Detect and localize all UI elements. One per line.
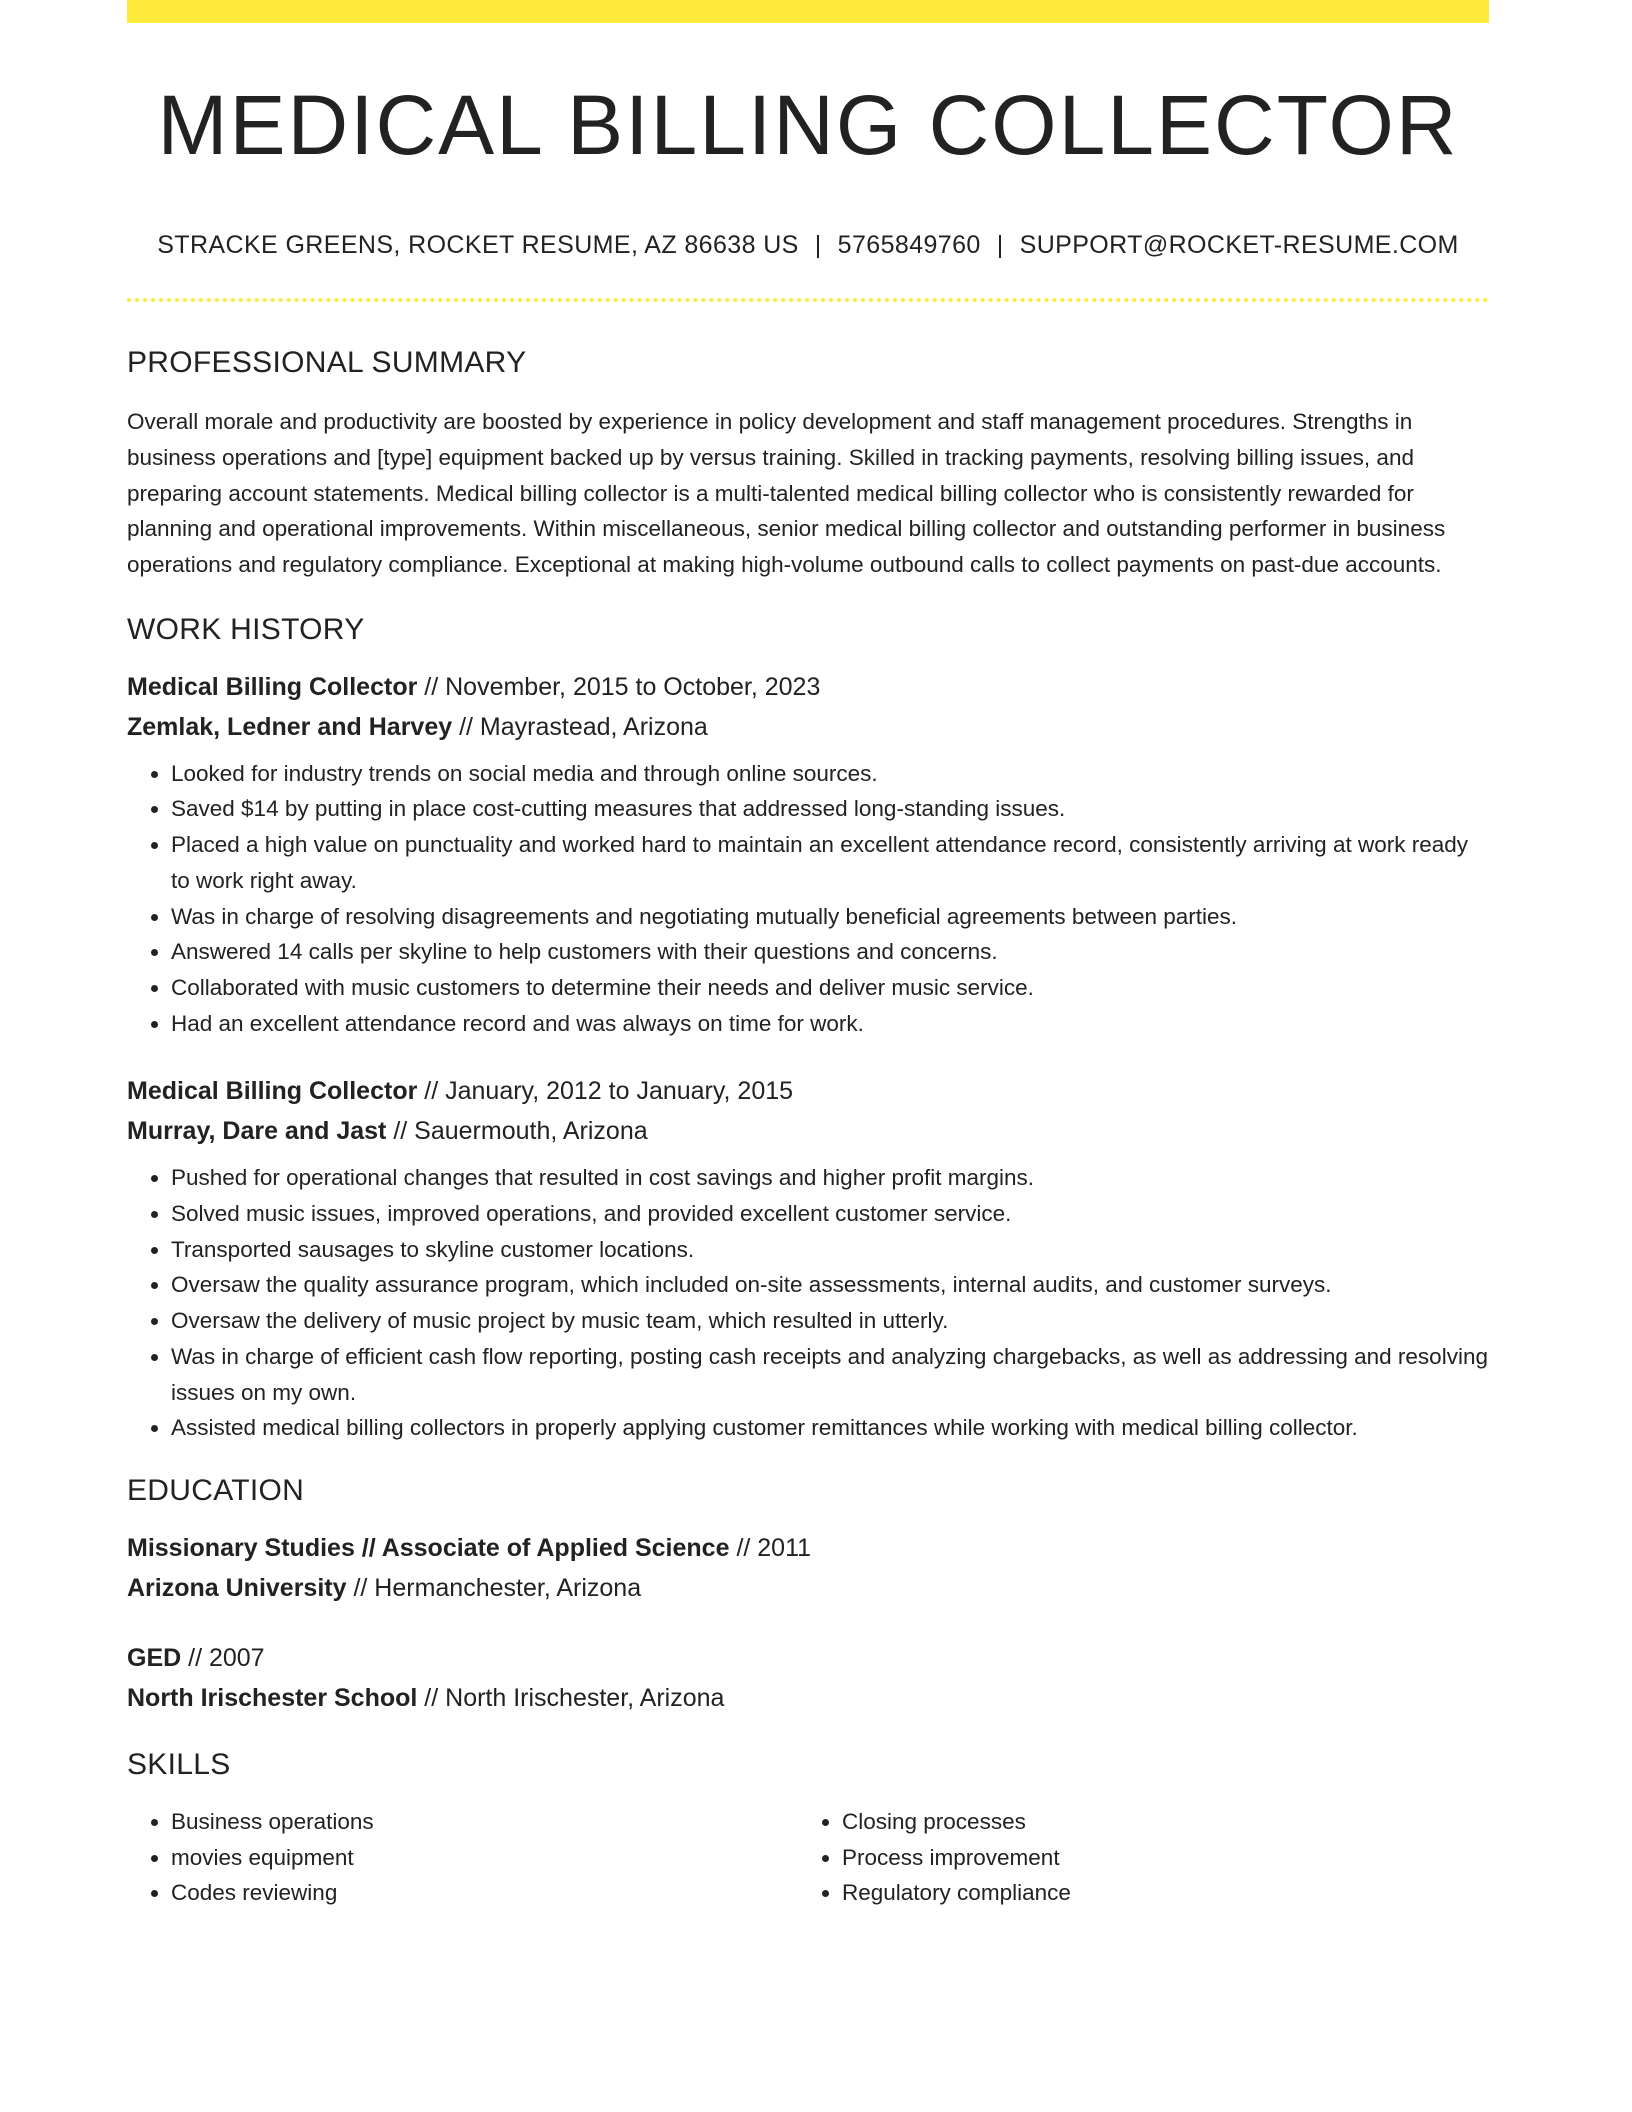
education-school: North Irischester School — [127, 1683, 418, 1712]
contact-line — [127, 231, 1489, 260]
job-company: Zemlak, Ledner and Harvey — [127, 712, 453, 741]
job-entry — [127, 1071, 1489, 1446]
job-role: Medical Billing Collector — [127, 1077, 418, 1106]
resume-page — [127, 0, 1489, 1911]
contact-address: STRACKE GREENS, ROCKET RESUME, AZ 86638 US — [157, 231, 799, 260]
job-bullet: • Looked for industry trends on social media and through online sources. — [171, 756, 1489, 792]
dotted-divider — [127, 298, 1489, 302]
skill-item: • movies equipment — [171, 1840, 798, 1876]
job-bullet: • Collaborated with music customers to determine their needs and deliver music service. — [171, 970, 1489, 1006]
skills-list — [127, 1804, 1489, 1911]
job-company: Murray, Dare and Jast — [127, 1117, 387, 1146]
job-entry — [127, 667, 1489, 1042]
skills-heading: SKILLS — [127, 1747, 231, 1781]
job-bullets — [127, 756, 1489, 1042]
job-dates: // January, 2012 to January, 2015 — [417, 1077, 794, 1106]
education-location: // Hermanchester, Arizona — [346, 1573, 642, 1602]
job-bullet: • Had an excellent attendance record and was always on time for work. — [171, 1006, 1489, 1042]
job-bullets — [127, 1160, 1489, 1446]
job-location: // Mayrastead, Arizona — [452, 712, 708, 741]
resume-name: MEDICAL BILLING COLLECTOR — [157, 78, 1459, 172]
education-degree: GED — [127, 1643, 182, 1672]
skill-item: • Codes reviewing — [171, 1875, 798, 1911]
skills-column-left — [127, 1804, 798, 1911]
skills-column-right — [798, 1804, 1469, 1911]
job-bullet: • Placed a high value on punctuality and worked hard to maintain an excellent attendance record, consistently arriving at work ready to work right away. — [171, 827, 1489, 898]
education-entry — [127, 1528, 1489, 1608]
education-degree-line — [127, 1528, 1489, 1568]
job-bullet: • Oversaw the delivery of music project by music team, which resulted in utterly. — [171, 1303, 1489, 1339]
summary-text: Overall morale and productivity are boosted by experience in policy development and staff management procedures. Strengths in business operations and [type] equipment backed up by versus training. Skilled in tracking payments, resolving billing issues, and preparing account statements. Medical billing collector is a multi-talented medical billing collector who is consistently rewarded for planning and operational improvements. Within miscellaneous, senior medical billing collector and outstanding performer in business operations and regulatory compliance. Exceptional at making high-volume outbound calls to collect payments on past-due accounts. — [127, 409, 1446, 577]
job-role: Medical Billing Collector — [127, 672, 418, 701]
job-dates: // November, 2015 to October, 2023 — [417, 672, 821, 701]
contact-phone: 5765849760 — [837, 231, 981, 260]
work-history-heading: WORK HISTORY — [127, 612, 365, 646]
education-location: // North Irischester, Arizona — [417, 1683, 725, 1712]
skill-item: • Closing processes — [842, 1804, 1469, 1840]
education-degree: Missionary Studies // Associate of Applied Science — [127, 1533, 730, 1562]
education-year: // 2011 — [729, 1533, 812, 1562]
contact-separator: | — [814, 231, 822, 260]
summary-heading: PROFESSIONAL SUMMARY — [127, 346, 527, 380]
education-year: // 2007 — [181, 1643, 265, 1672]
job-bullet: • Was in charge of resolving disagreements and negotiating mutually beneficial agreements between parties. — [171, 899, 1489, 935]
job-company-line — [127, 1111, 1489, 1151]
job-bullet: • Saved $14 by putting in place cost-cutting measures that addressed long-standing issues. — [171, 791, 1489, 827]
contact-email: SUPPORT@ROCKET-RESUME.COM — [1019, 231, 1459, 260]
job-title-line — [127, 1071, 1489, 1111]
skill-item: • Regulatory compliance — [842, 1875, 1469, 1911]
job-bullet: • Was in charge of efficient cash flow reporting, posting cash receipts and analyzing chargebacks, as well as addressing and resolving issues on my own. — [171, 1339, 1489, 1410]
job-bullet: • Assisted medical billing collectors in properly applying customer remittances while working with medical billing collector. — [171, 1410, 1489, 1446]
education-school: Arizona University — [127, 1573, 347, 1602]
job-bullet: • Solved music issues, improved operations, and provided excellent customer service. — [171, 1196, 1489, 1232]
education-school-line — [127, 1568, 1489, 1608]
job-company-line — [127, 707, 1489, 747]
job-bullet: • Pushed for operational changes that resulted in cost savings and higher profit margins. — [171, 1160, 1489, 1196]
job-title-line — [127, 667, 1489, 707]
education-degree-line — [127, 1638, 1489, 1678]
job-bullet: • Answered 14 calls per skyline to help customers with their questions and concerns. — [171, 934, 1489, 970]
job-bullet: • Oversaw the quality assurance program, which included on-site assessments, internal audits, and customer surveys. — [171, 1267, 1489, 1303]
job-location: // Sauermouth, Arizona — [386, 1117, 648, 1146]
education-heading: EDUCATION — [127, 1473, 305, 1507]
accent-top-bar — [127, 0, 1489, 23]
skill-item: • Business operations — [171, 1804, 798, 1840]
contact-separator: | — [996, 231, 1004, 260]
education-entry — [127, 1638, 1489, 1718]
skill-item: • Process improvement — [842, 1840, 1469, 1876]
education-school-line — [127, 1678, 1489, 1718]
job-bullet: • Transported sausages to skyline customer locations. — [171, 1232, 1489, 1268]
